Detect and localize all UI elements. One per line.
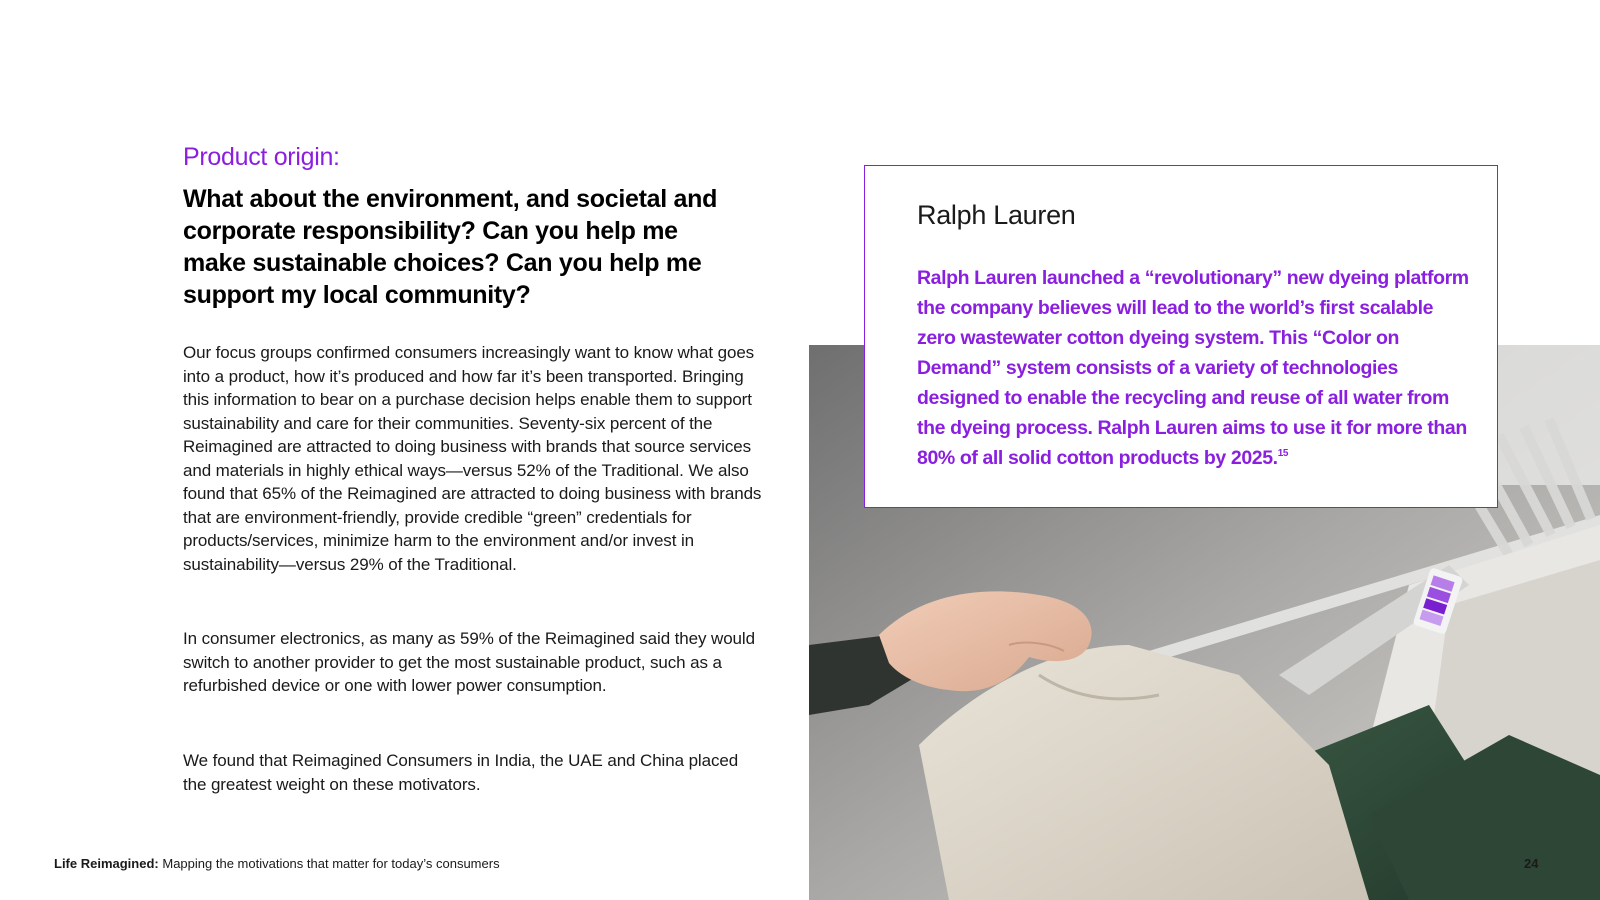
page-number: 24 (1524, 856, 1539, 871)
footer-brand: Life Reimagined: (54, 856, 159, 871)
callout-text (917, 263, 1472, 473)
section-headline: What about the environment, and societal and corporate responsibility? Can you help me make sustainable choices? Can you help me support my local community? (183, 185, 718, 309)
body-paragraph-3: We found that Reimagined Consumers in India, the UAE and China placed the greatest weight on these motivators. (183, 751, 739, 794)
section-kicker: Product origin: (183, 143, 340, 171)
callout-body: Ralph Lauren launched a “revolutionary” new dyeing platform the company believes will lead to the world’s first scalable zero wastewater cotton dyeing system. This “Color on Demand” system consists of a variety of technologies designed to enable the recycling and reuse of all water from the dyeing process. Ralph Lauren aims to use it for more than 80% of all solid cotton products by 2025. (917, 267, 1469, 469)
callout-footnote: 15 (1277, 448, 1289, 459)
page-footer (54, 856, 500, 871)
body-paragraph-2: In consumer electronics, as many as 59% of the Reimagined said they would switch to another provider to get the most sustainable product, such as a refurbished device or one with lower power consumption. (183, 629, 755, 695)
ralph-lauren-callout-card (864, 165, 1498, 508)
callout-title: Ralph Lauren (917, 200, 1076, 230)
footer-subtitle: Mapping the motivations that matter for today’s consumers (162, 856, 500, 871)
body-paragraph-1: Our focus groups confirmed consumers increasingly want to know what goes into a product, how it’s produced and how far it’s been transported. Bringing this information to bear on a purchase decision helps enable them to support sustainability and care for their communities. Seventy-six percent of the Reimagined are attracted to doing business with brands that source services and materials in highly ethical ways—versus 52% of the Traditional. We also found that 65% of the Reimagined are attracted to doing business with brands that are environment-friendly, provide credible “green” credentials for products/services, minimize harm to the environment and/or invest in sustainability—versus 29% of the Traditional. (183, 343, 762, 574)
